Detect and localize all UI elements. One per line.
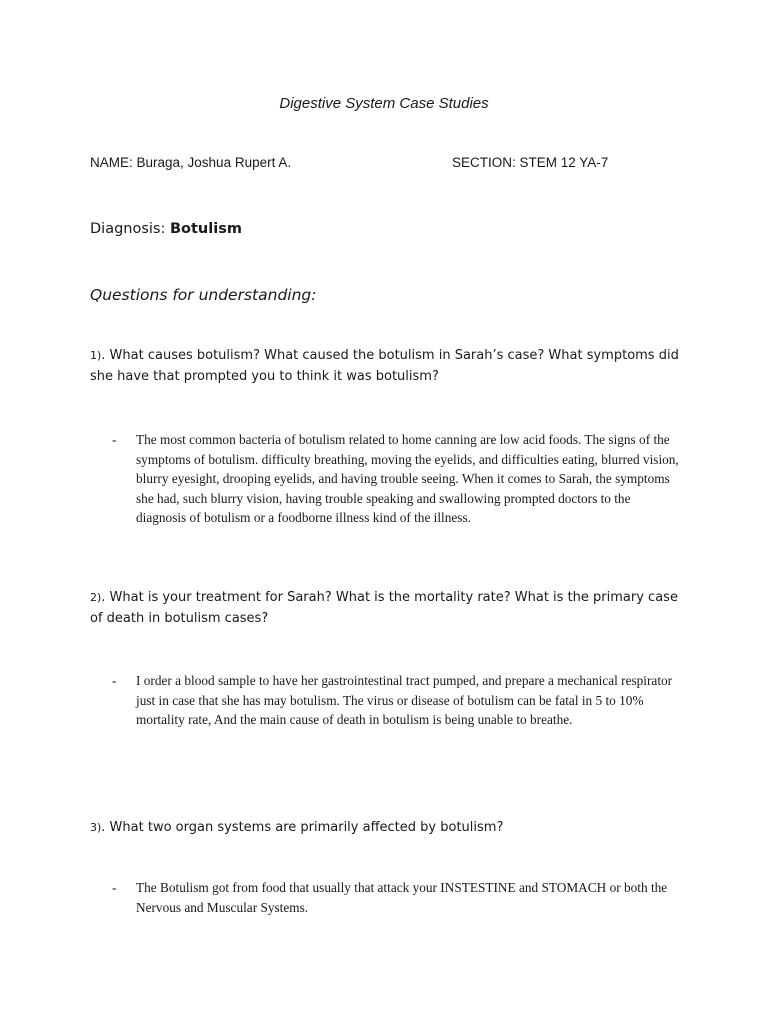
question-text: . What two organ systems are primarily affected by botulism?: [101, 820, 504, 835]
answer-text: I order a blood sample to have her gastrointestinal tract pumped, and prepare a mechanical respirator just in case that she has may botulism. The virus or disease of botulism can be fatal in 5 to 10% mortality rate, And the main cause of death in botulism is being unable to breathe.: [136, 673, 673, 728]
answer-text: The Botulism got from food that usually that attack your INSTESTINE and STOMACH or both the Nervous and Muscular Systems.: [136, 880, 668, 915]
question-3: [90, 817, 680, 838]
diagnosis-line: [90, 221, 242, 237]
bullet-dash: -: [112, 880, 117, 895]
question-text: . What is your treatment for Sarah? What is the mortality rate? What is the primary case of death in botulism cases?: [90, 590, 678, 626]
document-title: Digestive System Case Studies: [279, 95, 489, 112]
student-section: SECTION: STEM 12 YA-7: [452, 155, 609, 170]
question-number: 1): [90, 349, 102, 362]
question-number: 3): [90, 821, 102, 834]
questions-heading: Questions for understanding:: [90, 286, 317, 304]
question-text: . What causes botulism? What caused the botulism in Sarah’s case? What symptoms did she have that prompted you to think it was botulism?: [90, 348, 679, 384]
diagnosis-label: Diagnosis:: [90, 221, 166, 237]
bullet-dash: -: [112, 432, 117, 447]
question-number: 2): [90, 591, 102, 604]
answer-text: The most common bacteria of botulism related to home canning are low acid foods. The signs of the symptoms of botulism. difficulty breathing, moving the eyelids, and difficulties eating, blurred vision, blurry eyesight, drooping eyelids, and having trouble seeing. When it comes to Sarah, the symptoms she had, such blurry vision, having trouble speaking and swallowing prompted doctors to the diagnosis of botulism or a foodborne illness kind of the illness.: [136, 432, 679, 526]
question-1: [90, 345, 680, 387]
diagnosis-value: Botulism: [169, 221, 242, 237]
question-2: [90, 587, 680, 629]
bullet-dash: -: [112, 673, 117, 688]
student-name: NAME: Buraga, Joshua Rupert A.: [90, 155, 292, 170]
